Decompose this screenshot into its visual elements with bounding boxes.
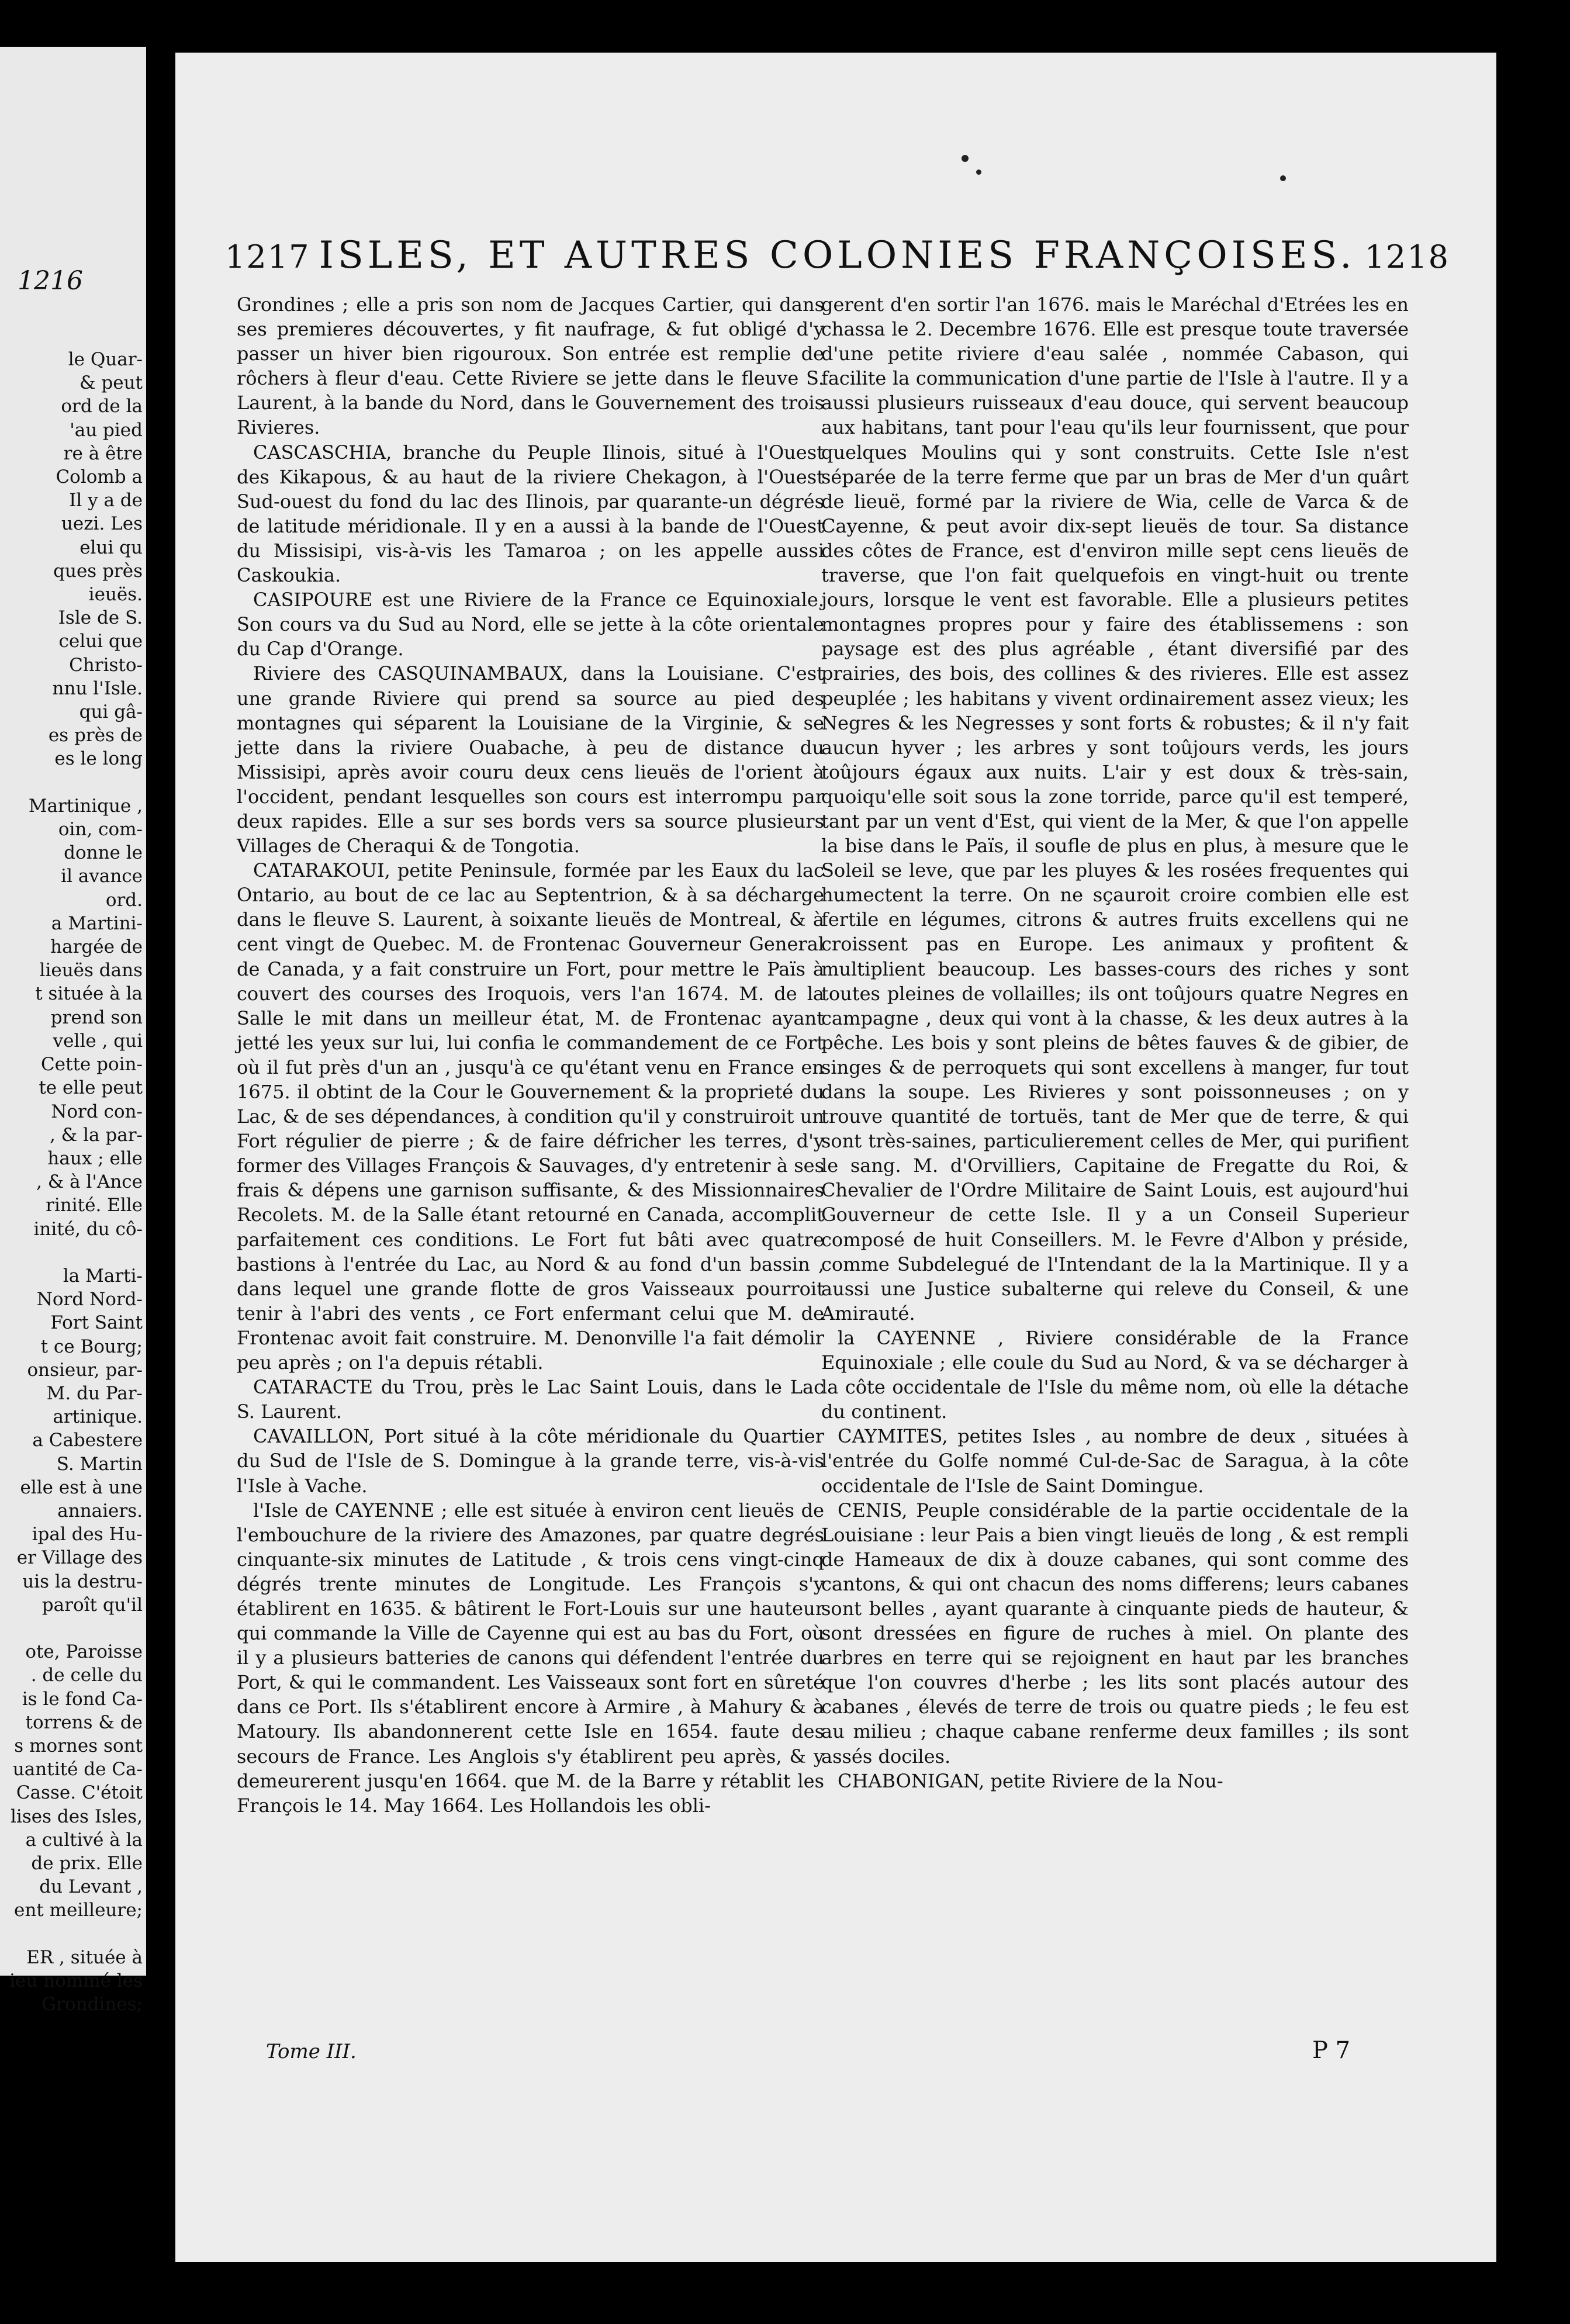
left-page-line: celui que bbox=[58, 631, 143, 652]
left-page-line: ieu nommé les bbox=[9, 1970, 143, 1992]
paragraph: CENIS, Peuple considérable de la partie occidentale de la Louisiane : leur Pais a bien vingt lieuës de long , & est rempli de Hameaux de dix à douze cabanes, qui sont comme des cantons, & qui ont chacun des noms differens; leurs cabanes sont belles , ayant quarante à cinquante pieds de hauteur, & sont dressées en figure de ruches à miel. On plante des arbres en terre qui se rejoignent en haut par les branches que l'on couvres d'herbe ; les lits sont placés autour des cabanes , élevés de terre de trois ou quatre pieds ; le feu est au milieu ; chaque cabane renferme deux familles ; ils sont assés dociles. bbox=[821, 1499, 1409, 1768]
paragraph: CHABONIGAN, petite Riviere de la Nou- bbox=[838, 1769, 1223, 1792]
left-page-line: Colomb a bbox=[56, 466, 143, 488]
left-page-line: , & à l'Ance bbox=[36, 1171, 143, 1193]
left-page-line: ques près bbox=[53, 560, 143, 582]
left-page-line: haux ; elle bbox=[47, 1147, 143, 1169]
left-page-line: nnu l'Isle. bbox=[52, 677, 143, 699]
left-page-line: paroît qu'il bbox=[42, 1594, 143, 1616]
left-page-line: ord. bbox=[105, 889, 143, 911]
left-page-line: s mornes sont bbox=[14, 1735, 143, 1756]
left-page-line: elle est à une bbox=[20, 1476, 143, 1498]
left-page-line: uis la destru- bbox=[22, 1571, 143, 1592]
main-page bbox=[175, 53, 1496, 2262]
running-header bbox=[225, 234, 1450, 286]
left-page-line: M. du Par- bbox=[46, 1382, 143, 1404]
paragraph: CAVAILLON, Port situé à la côte méridionale du Quartier du Sud de l'Isle de S. Domingue à la grande terre, vis-à-vis l'Isle à Vache. bbox=[237, 1425, 824, 1497]
left-page-line bbox=[2, 1922, 143, 1946]
left-page-line: is le fond Ca- bbox=[22, 1688, 143, 1710]
page-title: ISLES, ET AUTRES COLONIES FRANÇOISES. bbox=[319, 234, 1356, 277]
left-page-line: inité, du cô- bbox=[33, 1218, 143, 1240]
left-page-line: ipal des Hu- bbox=[32, 1524, 143, 1545]
volume-label: Tome III. bbox=[266, 2040, 357, 2063]
left-page-line: Christo- bbox=[69, 654, 143, 676]
left-page-line: du Levant , bbox=[39, 1876, 143, 1898]
left-page-number: 1216 bbox=[18, 266, 83, 296]
left-page-line: lises des Isles, bbox=[11, 1806, 143, 1827]
left-page-line: a Martini- bbox=[51, 912, 143, 934]
left-page-line: Cette poin- bbox=[40, 1054, 143, 1075]
left-page-line: , & la par- bbox=[49, 1124, 143, 1146]
ink-speck bbox=[976, 170, 981, 175]
left-page-line: lieuës dans bbox=[39, 960, 143, 981]
left-page-line: Casse. C'étoit bbox=[16, 1782, 143, 1804]
right-page-number-header: 1218 bbox=[1364, 238, 1450, 275]
paragraph: CAYMITES, petites Isles , au nombre de deux , situées à l'entrée du Golfe nommé Cul-de-Sac de Saragua, à la côte occidentale de l'Isle de Saint Domingue. bbox=[821, 1425, 1409, 1497]
paragraph: la CAYENNE , Riviere considérable de la France Equinoxiale ; elle coule du Sud au Nord, & va se décharger à la côte occidentale de l'Isle du même nom, où elle la détache du continent. bbox=[821, 1326, 1409, 1423]
left-page-line: ieuës. bbox=[88, 584, 143, 606]
left-page-line: artinique. bbox=[53, 1406, 143, 1428]
left-page-line bbox=[2, 1617, 143, 1640]
text-column-right bbox=[821, 292, 1409, 1793]
left-page-line: S. Martin bbox=[56, 1453, 143, 1475]
left-page-line: & peut bbox=[79, 372, 143, 394]
left-page-line: Isle de S. bbox=[58, 607, 143, 629]
paragraph: gerent d'en sortir l'an 1676. mais le Maréchal d'Etrées les en chassa le 2. Decembre 1676. Elle est presque toute traversée d'une petite riviere d'eau salée , nommée Cabason, qui facilite la communication d'une partie de l'Isle à l'autre. Il y a aussi plusieurs ruisseaux d'eau douce, qui servent beaucoup aux habitans, tant pour l'eau qu'ils leur fournissent, que pour quelques Moulins qui y sont construits. Cette Isle n'est séparée de la terre ferme que par un bras de Mer d'un quârt de lieuë, formé par la riviere de Wia, celle de Varca & de Cayenne, & peut avoir dix-sept lieuës de tour. Sa distance des côtes de France, est d'environ mille sept cens lieuës de traverse, que l'on fait quelquefois en vingt-huit ou trente jours, lorsque le vent est favorable. Elle a plusieurs petites montagnes propres pour y faire des établissemens : son paysage est des plus agréable , étant diversifié par des prairies, des bois, des collines & des rivieres. Elle est assez peuplée ; les habitans y vivent ordinairement assez vieux; les Negres & les Negresses y sont forts & robustes; & il n'y fait aucun hyver ; les arbres y sont toûjours verds, les jours toûjours égaux aux nuits. L'air y est doux & très-sain, quoiqu'elle soit sous la zone torride, parce qu'il est temperé, tant par un vent d'Est, qui vient de la Mer, & que l'on appelle la bise dans le Païs, il soufle de plus en plus, à mesure que le Soleil se leve, que par les pluyes & les rosées frequentes qui humectent la terre. On ne sçauroit croire combien elle est fertile en légumes, citrons & autres fruits excellens qui ne croissent pas en Europe. Les animaux y profitent & multiplient beaucoup. Les basses-cours des riches y sont toutes pleines de vollailles; ils ont toûjours quatre Negres en campagne , deux qui vont à la chasse, & les deux autres à la pêche. Les bois y sont pleins de bêtes fauves & de gibier, de singes & de perroquets qui sont excellens à manger, fur tout dans la soupe. Les Rivieres y sont poissonneuses ; on y trouve quantité de tortuës, tant de Mer que de terre, & qui sont très-saines, particulierement celles de Mer, qui purifient le sang. M. d'Orvilliers, Capitaine de Fregatte du Roi, & Chevalier de l'Ordre Militaire de Saint Louis, est aujourd'hui Gouverneur de cette Isle. Il y a un Conseil Superieur composé de huit Conseillers. M. le Fevre d'Albon y préside, comme Subdelegué de l'Intendant de la la Martinique. Il y a aussi une Justice subalterne qui releve du Conseil, & une Amirauté. bbox=[821, 293, 1409, 1324]
left-page-line: prend son bbox=[50, 1007, 143, 1028]
left-page-line: le Quar- bbox=[68, 349, 143, 370]
left-page-line: t située à la bbox=[35, 983, 143, 1005]
left-page-line: la Marti- bbox=[63, 1265, 143, 1286]
left-page-line: re à être bbox=[63, 442, 143, 464]
left-page-line: a Cabestere bbox=[32, 1430, 143, 1451]
text-column-left bbox=[237, 292, 824, 1818]
left-page-line: elui qu bbox=[79, 537, 143, 558]
left-page-line: Il y a de bbox=[69, 490, 143, 511]
left-page-line: de prix. Elle bbox=[31, 1853, 143, 1874]
left-page-line: 'au pied bbox=[70, 419, 143, 441]
left-page-line: te elle peut bbox=[39, 1077, 143, 1099]
left-page-line: ent meilleure; bbox=[13, 1900, 143, 1921]
left-page-line: qui gâ- bbox=[79, 701, 143, 723]
paragraph: CATARAKOUI, petite Peninsule, formée par les Eaux du lac Ontario, au bout de ce lac au Septentrion, & à sa décharge dans le fleuve S. Laurent, à soixante lieuës de Montreal, & à cent vingt de Quebec. M. de Frontenac Gouverneur General de Canada, y a fait construire un Fort, pour mettre le Païs à couvert des courses des Iroquois, vers l'an 1674. M. de la Salle le mit dans un meilleur état, M. de Frontenac ayant jetté les yeux sur lui, lui confia le commandement de ce Fort où il fut près d'un an , jusqu'à ce qu'étant venu en France en 1675. il obtint de la Cour le Gouvernement & la proprieté du Lac, & de ses dépendances, à condition qu'il y construiroit un Fort régulier de pierre ; & de faire défricher les terres, d'y former des Villages François & Sauvages, d'y entretenir à ses frais & dépens une garnison suffisante, & des Missionnaires Recolets. M. de la Salle étant retourné en Canada, accomplit parfaitement ces conditions. Le Fort fut bâti avec quatre bastions à l'entrée du Lac, au Nord & au fond d'un bassin , dans lequel une grande flotte de gros Vaisseaux pourroit tenir à l'abri des vents , ce Fort enfermant celui que M. de Frontenac avoit fait construire. M. Denonville l'a fait démolir peu après ; on l'a depuis rétabli. bbox=[237, 859, 824, 1374]
left-page-line: velle , qui bbox=[53, 1030, 143, 1052]
left-page-line: hargée de bbox=[50, 936, 143, 958]
left-page-line: Fort Saint bbox=[50, 1312, 143, 1334]
paragraph: Riviere des CASQUINAMBAUX, dans la Louisiane. C'est une grande Riviere qui prend sa source au pied des montagnes qui séparent la Louisiane de la Virginie, & se jette dans la riviere Ouabache, à peu de distance du Missisipi, après avoir couru deux cens lieuës de l'orient à l'occident, pendant lesquelles son cours est interrompu par deux rapides. Elle a sur ses bords vers sa source plusieurs Villages de Cheraqui & de Tongotia. bbox=[237, 662, 824, 857]
left-page-text bbox=[2, 348, 143, 2016]
left-page-line bbox=[2, 771, 143, 794]
left-page-line: uezi. Les bbox=[61, 513, 143, 535]
left-page-line: Nord Nord- bbox=[36, 1289, 143, 1310]
left-page-line: ote, Paroisse bbox=[25, 1641, 143, 1663]
paragraph: CASCASCHIA, branche du Peuple Ilinois, situé à l'Ouest des Kikapous, & au haut de la riviere Chekagon, à l'Ouest Sud-ouest du fond du lac des Ilinois, par quarante-un dégrés de latitude méridionale. Il y en a aussi à la bande de l'Ouest du Missisipi, vis-à-vis les Tamaroa ; on les appelle aussi Caskoukia. bbox=[237, 441, 824, 587]
paragraph: l'Isle de CAYENNE ; elle est située à environ cent lieuës de l'embouchure de la riviere des Amazones, par quatre degrés cinquante-six minutes de Latitude , & trois cens vingt-cinq dégrés trente minutes de Longitude. Les François s'y établirent en 1635. & bâtirent le Fort-Louis sur une hauteur qui commande la Ville de Cayenne qui est au bas du Fort, où il y a plusieurs batteries de canons qui défendent l'entrée du Port, & qui le commandent. Les Vaisseaux sont fort en sûreté dans ce Port. Ils s'établirent encore à Armire , à Mahury & à Matoury. Ils abandonnerent cette Isle en 1654. faute des secours de France. Les Anglois s'y établirent peu après, & y demeurerent jusqu'en 1664. que M. de la Barre y rétablit les François le 14. May 1664. Les Hollandois les obli- bbox=[237, 1499, 824, 1817]
left-page-line: es le long bbox=[54, 748, 143, 770]
left-page-number-header: 1217 bbox=[225, 238, 310, 275]
left-page-line: ord de la bbox=[61, 396, 143, 417]
left-page-line: torrens & de bbox=[25, 1711, 143, 1733]
signature-mark: P 7 bbox=[1312, 2037, 1351, 2064]
left-page-line: Nord con- bbox=[51, 1101, 143, 1122]
left-page-line: donne le bbox=[64, 842, 143, 864]
ink-speck bbox=[962, 155, 969, 162]
paragraph: CASIPOURE est une Riviere de la France ce Equinoxiale. Son cours va du Sud au Nord, elle se jette à la côte orientale du Cap d'Orange. bbox=[237, 589, 824, 660]
paragraph: Grondines ; elle a pris son nom de Jacques Cartier, qui dans ses premieres découvertes, y fit naufrage, & fut obligé d'y passer un hiver bien rigouroux. Son entrée est remplie de rôchers à fleur d'eau. Cette Riviere se jette dans le fleuve S. Laurent, à la bande du Nord, dans le Gouvernement des trois Rivieres. bbox=[237, 293, 824, 439]
left-page-line: ER , située à bbox=[26, 1946, 143, 1968]
left-page-line: t ce Bourg; bbox=[40, 1336, 143, 1357]
left-page-line: . de celle du bbox=[30, 1665, 143, 1686]
left-page-line: a cultivé à la bbox=[25, 1829, 143, 1851]
left-page-line bbox=[2, 1241, 143, 1264]
left-page-line: rinité. Elle bbox=[46, 1195, 143, 1216]
left-page-line: Martinique , bbox=[28, 795, 143, 817]
left-page-line: oin, com- bbox=[58, 819, 143, 841]
left-page-line: Grondines; bbox=[42, 1994, 143, 2015]
left-page-line: es près de bbox=[48, 725, 143, 746]
paragraph: CATARACTE du Trou, près le Lac Saint Louis, dans le Lac S. Laurent. bbox=[237, 1376, 824, 1423]
left-page-line: er Village des bbox=[16, 1547, 143, 1569]
left-page-line: annaiers. bbox=[57, 1500, 143, 1521]
ink-speck bbox=[1280, 175, 1286, 181]
left-page-fragment bbox=[0, 47, 146, 2015]
left-page-line: il avance bbox=[61, 866, 143, 887]
left-page-line: uantité de Ca- bbox=[12, 1759, 143, 1780]
left-page-line: onsieur, par- bbox=[27, 1359, 143, 1381]
